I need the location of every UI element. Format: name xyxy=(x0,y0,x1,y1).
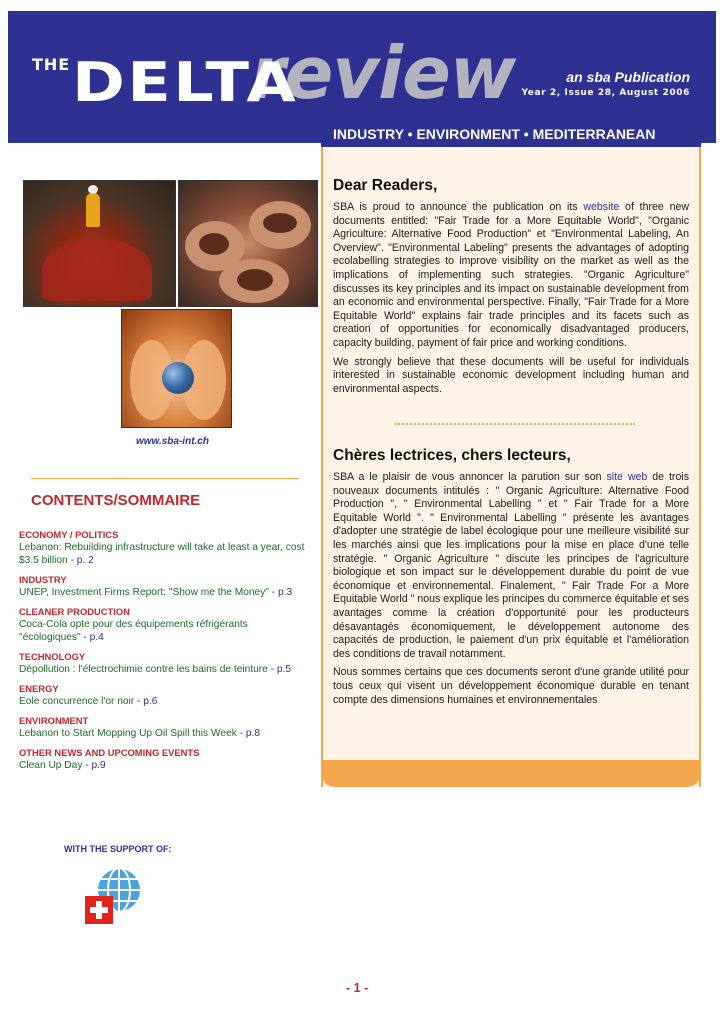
toc-entry xyxy=(19,727,309,740)
toc-entry xyxy=(19,759,309,772)
letter-english-title: Dear Readers, xyxy=(333,177,438,194)
photo-coffee-drying xyxy=(23,180,176,307)
toc-category: TECHNOLOGY xyxy=(19,651,86,662)
letter-french-p1 xyxy=(333,471,689,661)
toc-entry-text: Lebanon to Start Mopping Up Oil Spill this Week xyxy=(19,728,237,739)
publication-org: sba xyxy=(586,69,611,85)
toc-item[interactable] xyxy=(19,715,309,740)
topic-bar xyxy=(321,120,701,147)
toc-page: - p.8 xyxy=(239,728,261,739)
letter-french-p1-rest: de trois nouveaux documents intitulés : " Organic Agriculture: Alternative Food Production ", " Environmental Labelling " et " Fair Trade for a More Equitable World ". " Environmental Labelling " présente les avantages d'adopter une stratégie de label écologique pour une meilleure visibilité sur les marchés ainsi que les implications pour la mise en place d'une telle stratégie. " Organic Agriculture " discute les principes de l'agriculture biologique et son impact sur le développement durable du point de vue économique et environnemental. Finalement, " Fair Trade For a More Equitable World " nous explique les principes du commerce équitable et ses avantages comme la création d'opportunité pour les producteurs désavantagés économiquement, le développement autonome des capacités de production, le paiement d'un prix équitable et l'amélioration des conditions de travail notamment. xyxy=(333,471,689,660)
beans xyxy=(263,213,297,233)
letter-english-p1-rest: of three new documents entitled: "Fair Trade for a More Equitable World", "Organic Agriculture: Alternative Food Production" et "Environmental Labeling, An Overview". "Environmental Labeling" presents the advantages of adopting ecolabelling strategies to improve visibility on the market as well as the implications of implementing such strategies. "Organic Agriculture" discusses its key principles and its impact on sustainable development from an economic and environmental perspective. Finally, "Fair Trade for a More Equitable World" explains fair trade principles and its facets such as creation of opportunities for economically disadvantaged producers, capacity building, payment of fair price and working conditions. xyxy=(333,201,690,349)
toc-entry xyxy=(19,618,309,644)
toc-entry xyxy=(19,586,309,599)
toc-entry-text: Coca-Cola opte pour des équipements réfrigérants "écologiques" xyxy=(19,619,248,643)
site-web-link[interactable]: site web xyxy=(606,471,648,483)
table-of-contents xyxy=(19,529,309,779)
toc-page: - p.9 xyxy=(85,760,106,771)
letter-english-p1-start: SBA is proud to announce the publication on its xyxy=(333,201,584,213)
letter-french xyxy=(333,447,689,712)
toc-entry-text: UNEP, Investment Firms Report: "Show me the Money" xyxy=(19,587,269,598)
toc-page: - p.5 xyxy=(270,664,292,675)
masthead-delta: DELTA xyxy=(72,51,299,114)
worker-figure xyxy=(86,193,100,227)
photo-hands-globe xyxy=(121,309,232,428)
toc-page: - p.3 xyxy=(271,587,293,598)
toc-entry-text: Lebanon: Rebuilding infrastructure will take at least a year, cost $3.5 billion xyxy=(19,542,305,566)
toc-page: - p.6 xyxy=(137,696,158,707)
toc-entry-text: Dépollution : l'électrochimie contre les bains de teinture xyxy=(19,664,268,675)
toc-item[interactable] xyxy=(19,606,309,644)
toc-item[interactable] xyxy=(19,683,309,708)
editorial-panel xyxy=(321,147,701,787)
support-label: WITH THE SUPPORT OF: xyxy=(64,844,172,854)
issue-info: Year 2, Issue 28, August 2006 xyxy=(521,88,690,98)
masthead-the: THE xyxy=(32,55,71,74)
letter-english xyxy=(333,177,689,401)
toc-category: ENERGY xyxy=(19,683,59,694)
masthead-review: review xyxy=(250,31,516,115)
publication-line xyxy=(566,69,690,85)
toc-entry xyxy=(19,663,309,676)
toc-entry-text: Eole concurrence l'or noir xyxy=(19,696,135,707)
toc-category: ENVIRONMENT xyxy=(19,715,89,726)
letter-french-p1-start: SBA a le plaisir de vous annoncer la parution sur son xyxy=(333,471,607,483)
swiss-cooperation-logo-icon xyxy=(83,866,145,928)
beans xyxy=(199,233,229,255)
toc-category: OTHER NEWS AND UPCOMING EVENTS xyxy=(19,747,200,758)
contents-title: CONTENTS/SOMMAIRE xyxy=(31,492,201,509)
toc-category: CLEANER PRODUCTION xyxy=(19,606,130,617)
coffee-pile xyxy=(42,239,152,301)
toc-entry xyxy=(19,541,309,567)
site-url[interactable]: www.sba-int.ch xyxy=(136,436,209,447)
toc-entry-text: Clean Up Day xyxy=(19,760,83,771)
toc-item[interactable] xyxy=(19,747,309,772)
photo-hands-beans xyxy=(178,180,318,307)
toc-category: INDUSTRY xyxy=(19,574,67,585)
toc-item[interactable] xyxy=(19,529,309,567)
page-number: - 1 - xyxy=(346,981,369,995)
dotted-divider xyxy=(395,423,635,425)
panel-footer xyxy=(321,760,701,787)
toc-entry xyxy=(19,695,309,708)
contents-rule xyxy=(31,478,299,479)
globe-icon xyxy=(162,362,194,394)
toc-category: ECONOMY / POLITICS xyxy=(19,529,119,540)
website-link[interactable]: website xyxy=(583,201,620,213)
beans xyxy=(237,269,273,291)
toc-item[interactable] xyxy=(19,651,309,676)
letter-french-title: Chères lectrices, chers lecteurs, xyxy=(333,447,571,464)
toc-item[interactable] xyxy=(19,574,309,599)
toc-page: - p. 2 xyxy=(70,555,94,566)
masthead-logo xyxy=(72,31,532,123)
topic-bar-label: INDUSTRY • ENVIRONMENT • MEDITERRANEAN xyxy=(333,126,656,142)
letter-french-p2: Nous sommes certains que ces documents seront d'une grande utilité pour tous ceux qui visent un développement économique durable en tenant compte des dimensions humaines et environnementales xyxy=(333,666,689,706)
publication-suffix: Publication xyxy=(614,69,690,85)
letter-english-p1 xyxy=(333,201,689,351)
publication-prefix: an xyxy=(566,69,583,85)
toc-page: - p.4 xyxy=(83,632,104,643)
letter-english-p2: We strongly believe that these documents will be useful for individuals interested in sustainable economic development including human and environmental aspects. xyxy=(333,355,689,395)
